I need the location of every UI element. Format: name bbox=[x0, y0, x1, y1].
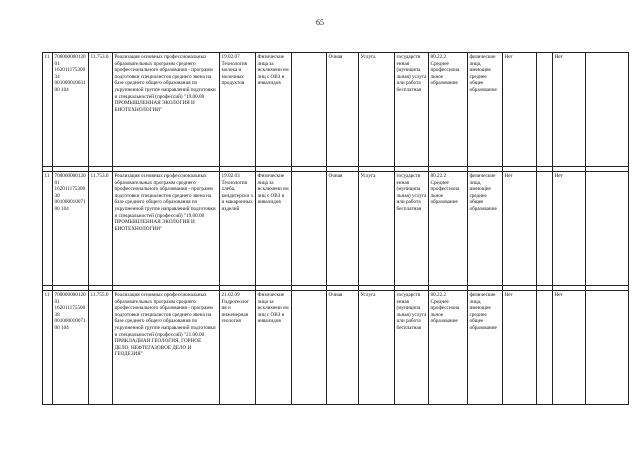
study-form: Очная bbox=[327, 53, 359, 167]
okpd-code: 11.753.0 bbox=[89, 172, 113, 286]
empty-cell bbox=[292, 291, 327, 405]
consumers: физические лица, имеющие среднее общее образование bbox=[468, 291, 503, 405]
registry-code: 70000000012001 16201117550038 00100001007100 104 bbox=[53, 291, 89, 405]
registry-code: 70000000012001 16201117530030 00100001007100 104 bbox=[53, 172, 89, 286]
study-form: Очная bbox=[327, 172, 359, 286]
flag-one: Нет bbox=[503, 291, 537, 405]
payment-basis: государств енная (муниципа льная) услуга или работа бесплатная bbox=[395, 291, 429, 405]
consumers: физические лица, имеющие среднее общее образование bbox=[468, 53, 503, 167]
consumer-category: Физические лица за исключени ем лиц с ОВЗ и инвалидов bbox=[256, 291, 292, 405]
empty-cell bbox=[586, 291, 629, 405]
program-description: Реализация основных профессиональных образовательных программ среднего профессионального образования - программ подготовки специалистов среднего звена на базе среднего общего образования по укрупненной группе направлений подготовки и специальностей (профессий) "19.00.00 ПРОМЫШЛЕННАЯ ЭКОЛОГИЯ И БИОТЕХНОЛОГИИ" bbox=[113, 172, 220, 286]
empty-cell bbox=[586, 172, 629, 286]
payment-basis: государств енная (муниципа льная) услуга или работа бесплатная bbox=[395, 53, 429, 167]
okved-reference: 80.22.2 Среднее профессиона льное образование bbox=[429, 291, 468, 405]
flag-one: Нет bbox=[503, 172, 537, 286]
service-type: Услуга bbox=[359, 172, 395, 286]
service-type: Услуга bbox=[359, 53, 395, 167]
okpd-code: 11.755.0 bbox=[89, 291, 113, 405]
row-number: 11 bbox=[43, 291, 53, 405]
service-type: Услуга bbox=[359, 291, 395, 405]
flag-two: Нет bbox=[553, 172, 586, 286]
empty-cell bbox=[537, 291, 553, 405]
row-number: 11 bbox=[43, 53, 53, 167]
table-row bbox=[43, 53, 629, 167]
program-description: Реализация основных профессиональных образовательных программ среднего профессионального образования - программ подготовки специалистов среднего звена на базе среднего общего образования по укрупненной группе направлений подготовки и специальностей (профессий) "21.00.00 ПРИКЛАДНАЯ ГЕОЛОГИЯ, ГОРНОЕ ДЕЛО, НЕФТЕГАЗОВОЕ ДЕЛО И ГЕОДЕЗИЯ" bbox=[113, 291, 220, 405]
payment-basis: государств енная (муниципа льная) услуга или работа бесплатная bbox=[395, 172, 429, 286]
empty-cell bbox=[537, 172, 553, 286]
table-row bbox=[43, 291, 629, 405]
empty-cell bbox=[292, 172, 327, 286]
specialty: 21.02.09 Гидрогеолог ия и инженерная геология bbox=[220, 291, 256, 405]
empty-cell bbox=[537, 53, 553, 167]
flag-one: Нет bbox=[503, 53, 537, 167]
flag-two: Нет bbox=[553, 53, 586, 167]
empty-cell bbox=[586, 53, 629, 167]
study-form: Очная bbox=[327, 291, 359, 405]
row-number: 11 bbox=[43, 172, 53, 286]
okpd-code: 11.753.0 bbox=[89, 53, 113, 167]
program-description: Реализация основных профессиональных образовательных программ среднего профессионального образования - программ подготовки специалистов среднего звена на базе среднего общего образования по укрупненной группе направлений подготовки и специальностей (профессий) "19.00.00 ПРОМЫШЛЕННАЯ ЭКОЛОГИЯ И БИОТЕХНОЛОГИИ" bbox=[113, 53, 220, 167]
specialty: 19.02.07 Технология молока и молочных продуктов bbox=[220, 53, 256, 167]
specialty: 19.02.03 Технология хлеба, кондитерски х и макаронных изделий bbox=[220, 172, 256, 286]
consumer-category: Физические лица за исключени ем лиц с ОВЗ и инвалидов bbox=[256, 53, 292, 167]
okved-reference: 80.22.2 Среднее профессиона льное образование bbox=[429, 172, 468, 286]
flag-two: Нет bbox=[553, 291, 586, 405]
page-number: 65 bbox=[316, 18, 324, 27]
consumer-category: Физические лица за исключени ем лиц с ОВЗ и инвалидов bbox=[256, 172, 292, 286]
consumers: физические лица, имеющие среднее общее образование bbox=[468, 172, 503, 286]
table-row bbox=[43, 172, 629, 286]
empty-cell bbox=[292, 53, 327, 167]
services-table bbox=[42, 52, 629, 405]
registry-code: 70000000012001 16201117530034 00100001003100 104 bbox=[53, 53, 89, 167]
okved-reference: 80.22.2 Среднее профессиона льное образование bbox=[429, 53, 468, 167]
